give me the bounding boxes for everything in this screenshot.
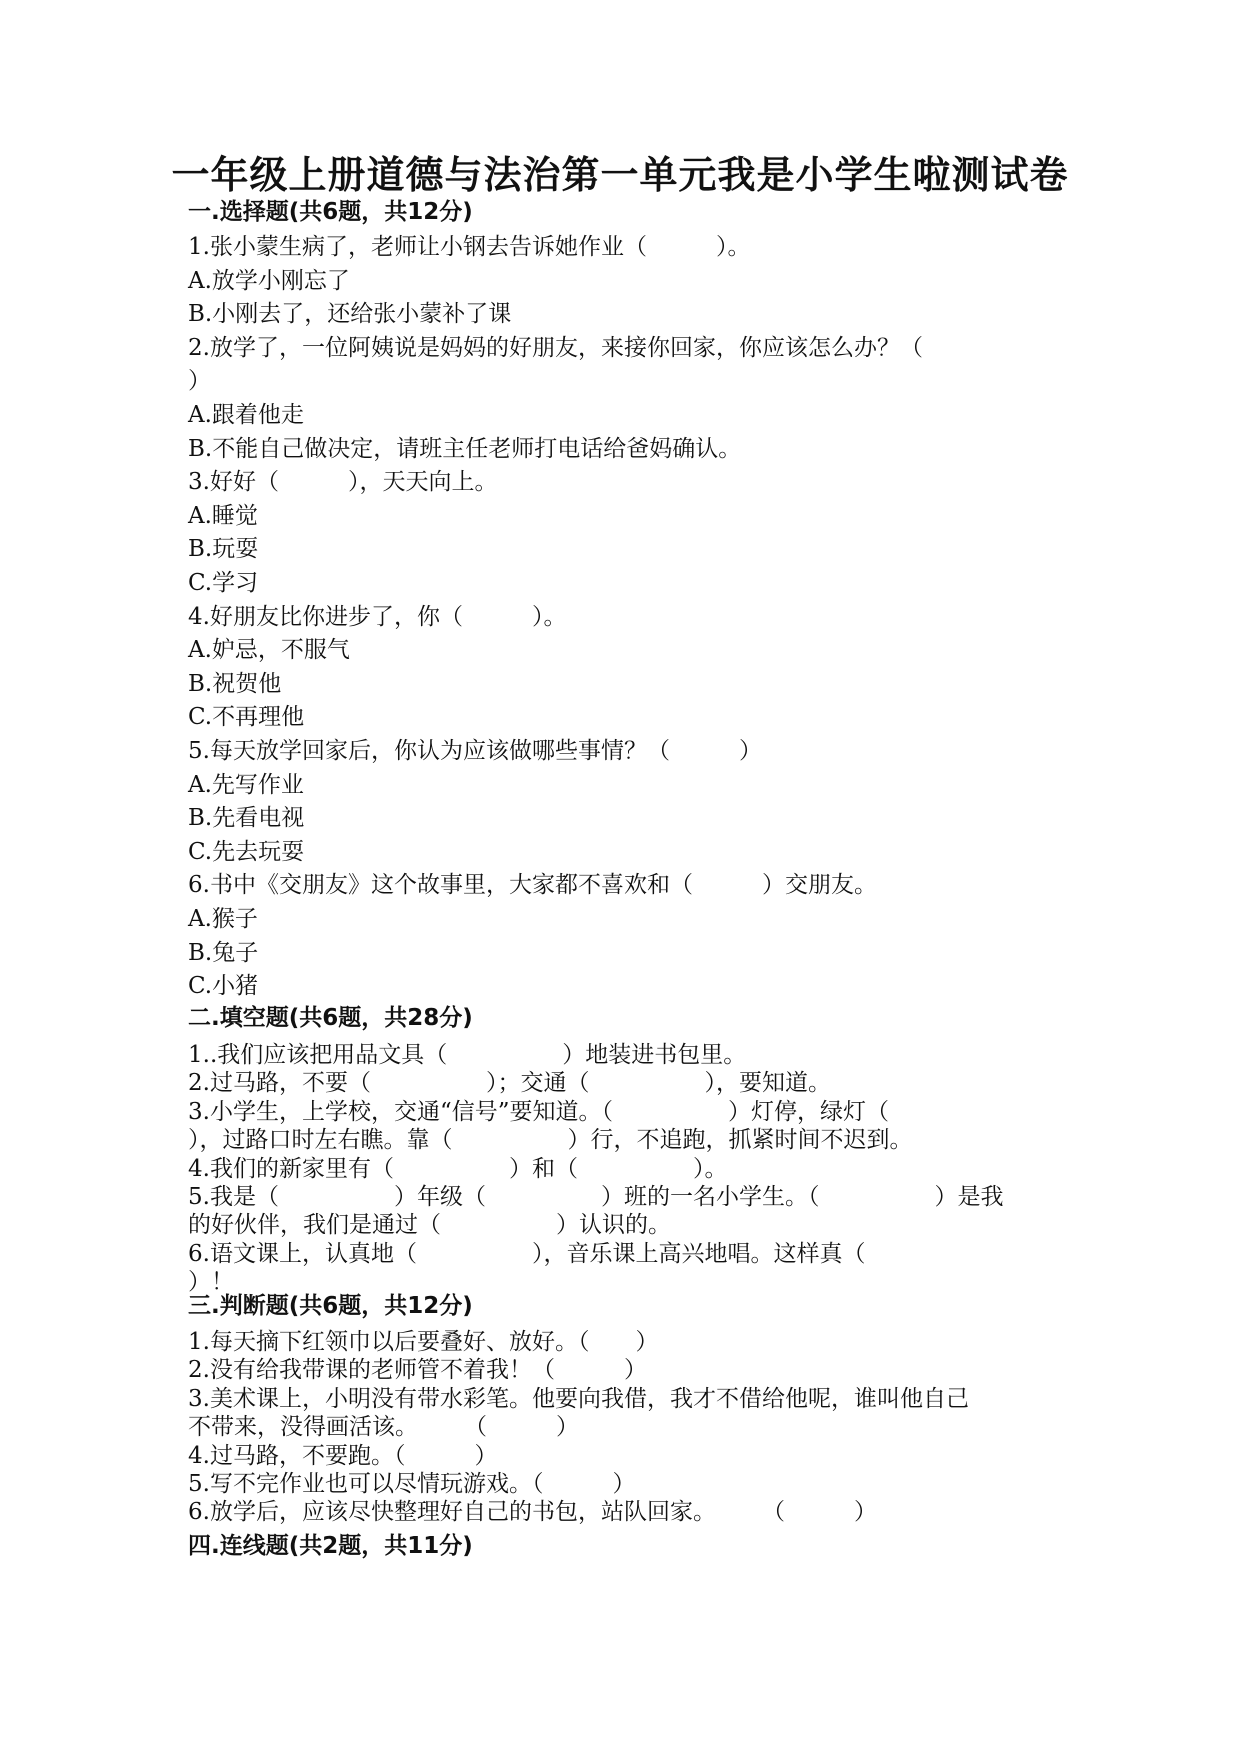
question-line: B.小刚去了，还给张小蒙补了课 [188,301,512,328]
question-line: C.不再理他 [188,704,305,731]
question-line: B.祝贺他 [188,670,282,697]
section-heading: 一.选择题(共6题，共12分) [188,199,473,225]
question-line: 6.语文课上，认真地（ ），音乐课上高兴地唱。这样真（ [188,1240,866,1267]
question-line: 3.好好（ ），天天向上。 [188,469,498,496]
section-heading: 三.判断题(共6题，共12分) [188,1293,473,1319]
question-line: 不带来，没得画活该。 （ ） [188,1414,579,1441]
question-line: 2.放学了，一位阿姨说是妈妈的好朋友，来接你回家，你应该怎么办？（ [188,334,923,361]
question-line: A.先写作业 [188,771,304,798]
question-line: 6.放学后，应该尽快整理好自己的书包，站队回家。 （ ） [188,1499,877,1526]
question-line: 5.写不完作业也可以尽情玩游戏。（ ） [188,1471,636,1497]
question-line: 1..我们应该把用品文具（ ）地装进书包里。 [188,1042,747,1068]
question-line: C.先去玩耍 [188,838,305,865]
question-line: 6.书中《交朋友》这个故事里，大家都不喜欢和（ ）交朋友。 [188,872,877,899]
question-line: 3.美术课上，小明没有带水彩笔。他要向我借，我才不借给他呢，谁叫他自己 [188,1385,969,1412]
question-line: 5.我是（ ）年级（ ）班的一名小学生。（ ）是我 [188,1184,1004,1210]
question-line: A.睡觉 [188,502,258,529]
question-line: A.放学小刚忘了 [188,267,350,294]
question-line: 2.没有给我带课的老师管不着我！（ ） [188,1357,647,1384]
question-line: 3.小学生，上学校，交通“信号”要知道。（ ）灯停，绿灯（ [188,1098,889,1125]
question-line: 4.过马路，不要跑。（ ） [188,1442,498,1469]
question-line: B.先看电视 [188,805,305,832]
question-line: ）！ [188,1269,234,1296]
question-line: B.玩耍 [188,536,259,563]
question-line: 1.张小蒙生病了，老师让小钢去告诉她作业（ ）。 [188,234,751,260]
question-line: B.兔子 [188,939,259,966]
question-line: C.学习 [188,570,259,596]
question-line: A.猴子 [188,906,258,932]
question-line: ），过路口时左右瞧。靠（ ）行，不追跑，抓紧时间不迟到。 [188,1127,913,1154]
section-heading: 四.连线题(共2题，共11分) [188,1533,473,1559]
question-line: 1.每天摘下红领巾以后要叠好、放好。（ ） [188,1329,659,1355]
question-line: 2.过马路，不要（ ）；交通（ ），要知道。 [188,1070,831,1097]
question-line: 5.每天放学回家后，你认为应该做哪些事情？（ ） [188,738,762,764]
question-line: C.小猪 [188,973,259,1000]
document-title: 一年级上册道德与法治第一单元我是小学生啦测试卷 [171,152,1069,197]
question-line: B.不能自己做决定，请班主任老师打电话给爸妈确认。 [188,435,742,462]
question-line: A.跟着他走 [188,402,304,428]
question-line: 的好伙伴，我们是通过（ ）认识的。 [188,1212,671,1239]
question-line: A.妒忌，不服气 [188,637,350,664]
question-line: 4.好朋友比你进步了，你（ ）。 [188,603,567,630]
question-line: 4.我们的新家里有（ ）和（ ）。 [188,1155,728,1182]
section-heading: 二.填空题(共6题，共28分) [188,1005,473,1031]
question-line: ） [188,368,211,395]
